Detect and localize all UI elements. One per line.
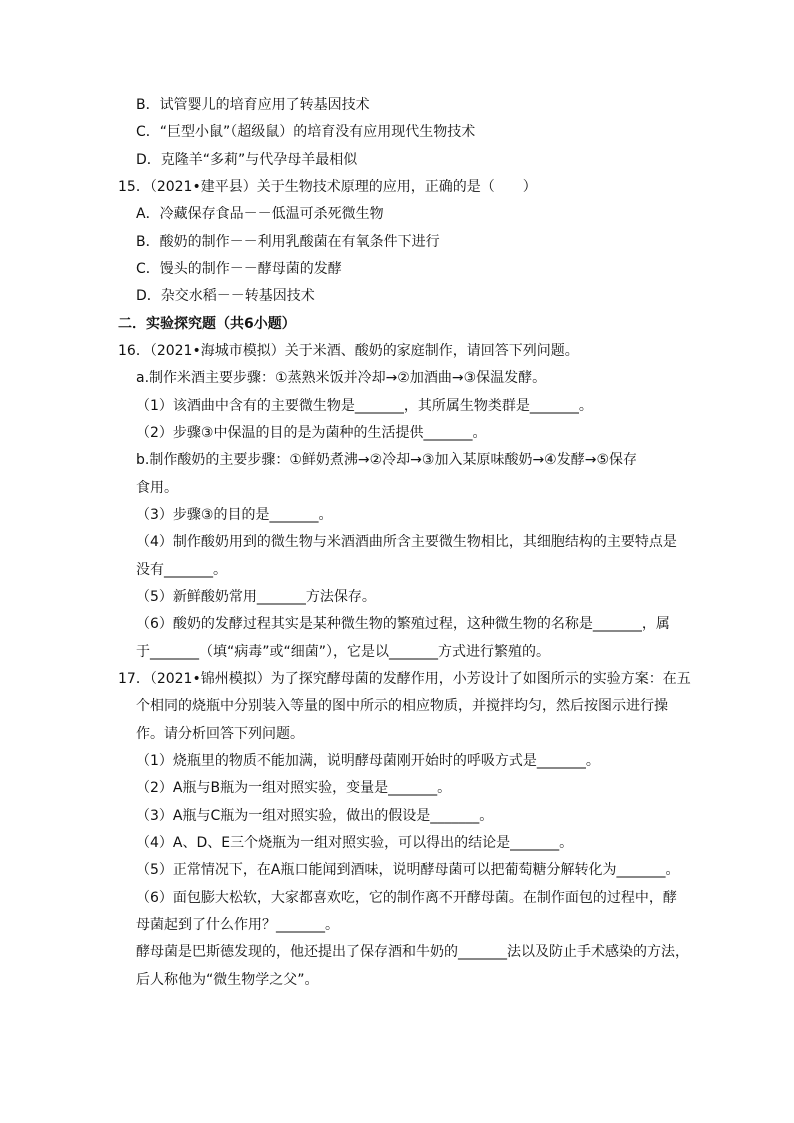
- q16-sub5: （5）新鲜酸奶常用_______方法保存。: [136, 589, 376, 605]
- q16-stem: 16．（2021•海城市模拟）关于米酒、酸奶的家庭制作，请回答下列问题。: [118, 343, 579, 359]
- q15-option-b: B．酸奶的制作－－利用乳酸菌在有氧条件下进行: [136, 234, 440, 250]
- q17-sub3: （3）A瓶与C瓶为一组对照实验，做出的假设是_______。: [136, 808, 494, 824]
- q17-sub1: （1）烧瓶里的物质不能加满，说明酵母菌刚开始时的呼吸方式是_______。: [136, 753, 600, 769]
- q16-steps-b-line1: b.制作酸奶的主要步骤：①鲜奶煮沸→②冷却→③加入某原味酸奶→④发酵→⑤保存: [136, 452, 638, 468]
- q15-option-a: A．冷藏保存食品－－低温可杀死微生物: [136, 206, 384, 222]
- q14-option-b: B．试管婴儿的培育应用了转基因技术: [136, 97, 370, 113]
- q17-stem-line3: 作。请分析回答下列问题。: [136, 726, 304, 742]
- q15-option-c: C．馒头的制作－－酵母菌的发酵: [136, 261, 342, 277]
- q17-sub6-line2: 母菌起到了什么作用？_______。: [136, 917, 339, 933]
- q17-extra-line2: 后人称他为“微生物学之父”。: [136, 972, 319, 988]
- q16-steps-b-line2: 食用。: [136, 480, 178, 496]
- q16-sub4-line2: 没有_______。: [136, 562, 227, 578]
- q17-extra-line1: 酵母菌是巴斯德发现的，他还提出了保存酒和牛奶的_______法以及防止手术感染的方法，: [136, 944, 689, 960]
- q16-sub6-line2: 于_______（填“病毒”或“细菌”），它是以_______方式进行繁殖的。: [136, 644, 551, 660]
- q17-sub4: （4）A、D、E三个烧瓶为一组对照实验，可以得出的结论是_______。: [136, 835, 574, 851]
- q15-stem: 15．（2021•建平县）关于生物技术原理的应用，正确的是（ ）: [118, 179, 537, 195]
- section-heading: 二．实验探究题（共6小题）: [118, 316, 296, 332]
- q16-sub3: （3）步骤③的目的是_______。: [136, 507, 333, 523]
- q16-sub1: （1）该酒曲中含有的主要微生物是_______，其所属生物类群是_______。: [136, 398, 593, 414]
- q16-sub6-line1: （6）酸奶的发酵过程其实是某种微生物的繁殖过程，这种微生物的名称是_______，属: [136, 616, 670, 632]
- q14-option-c: C．“巨型小鼠”（超级鼠）的培育没有应用现代生物技术: [136, 124, 476, 140]
- q16-sub2: （2）步骤③中保温的目的是为菌种的生活提供_______。: [136, 425, 487, 441]
- q17-stem-line2: 个相同的烧瓶中分别装入等量的图中所示的相应物质，并搅拌均匀，然后按图示进行操: [136, 698, 668, 714]
- q17-stem-line1: 17．（2021•锦州模拟）为了探究酵母菌的发酵作用，小芳设计了如图所示的实验方案：在五: [118, 671, 691, 687]
- q14-option-d: D．克隆羊“多莉”与代孕母羊最相似: [136, 152, 358, 168]
- q17-sub6-line1: （6）面包膨大松软，大家都喜欢吃，它的制作离不开酵母菌。在制作面包的过程中，酵: [136, 890, 677, 906]
- q17-sub5: （5）正常情况下，在A瓶口能闻到酒味，说明酵母菌可以把葡萄糖分解转化为_______。: [136, 862, 680, 878]
- q15-option-d: D．杂交水稻－－转基因技术: [136, 288, 315, 304]
- q16-steps-a: a.制作米酒主要步骤：①蒸熟米饭并冷却→②加酒曲→③保温发酵。: [136, 370, 547, 386]
- q16-sub4-line1: （4）制作酸奶用到的微生物与米酒酒曲所含主要微生物相比，其细胞结构的主要特点是: [136, 534, 677, 550]
- q17-sub2: （2）A瓶与B瓶为一组对照实验，变量是_______。: [136, 780, 452, 796]
